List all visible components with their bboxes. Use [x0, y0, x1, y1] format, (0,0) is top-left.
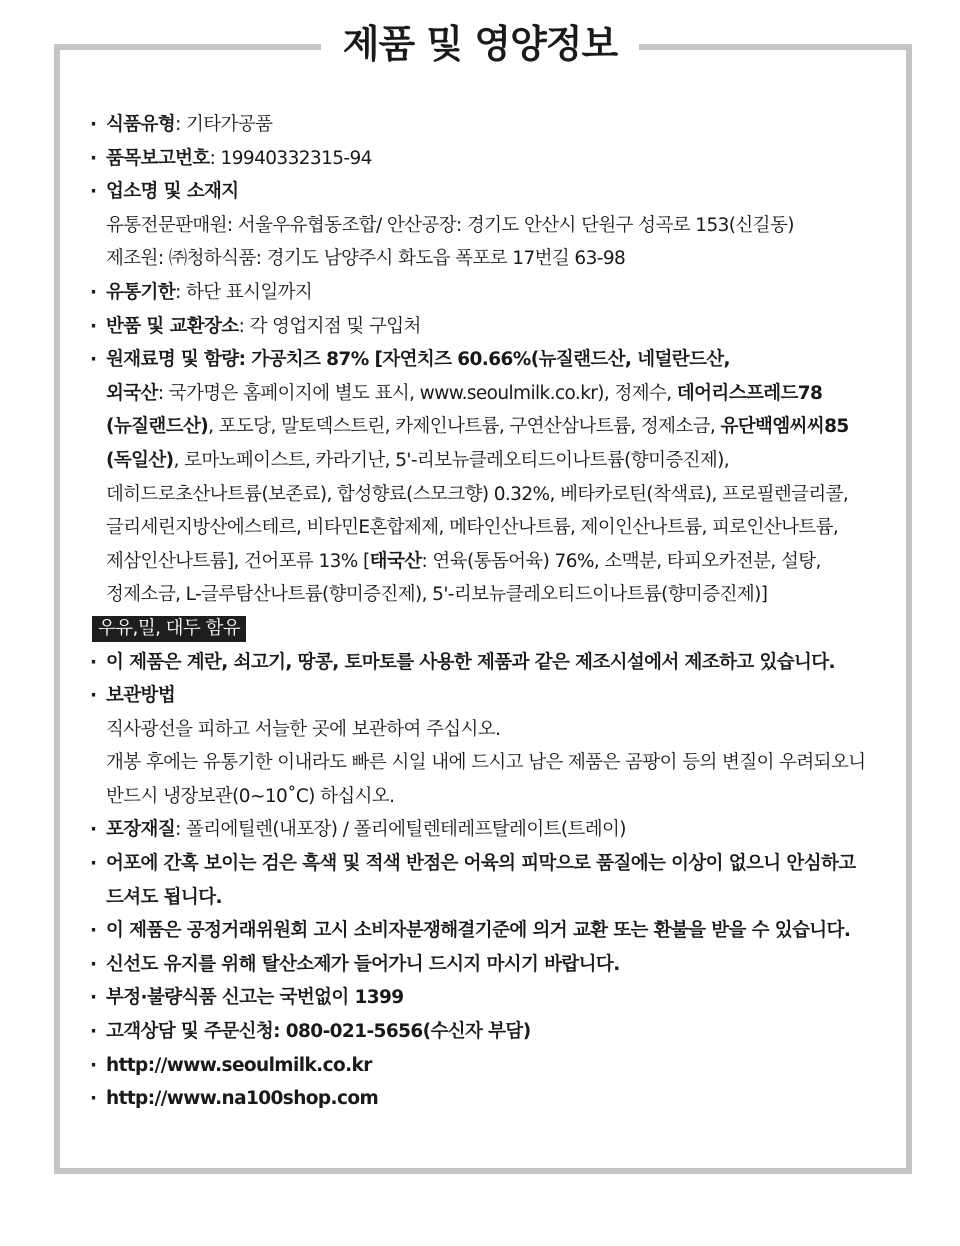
storage-label: 보관방법	[106, 685, 176, 707]
url-link-na100shop[interactable]: http://www.na100shop.com	[106, 1088, 379, 1110]
page-title: 제품 및 영양정보	[321, 18, 639, 70]
expiry-value: : 하단 표시일까지	[175, 281, 313, 303]
bullet: ·	[90, 953, 97, 975]
bullet: ·	[90, 651, 97, 673]
report-no-label: 품목보고번호	[106, 147, 210, 169]
origin-germany: (독일산)	[106, 449, 174, 471]
bullet: ·	[90, 281, 97, 303]
storage-line-1: 직사광선을 피하고 서늘한 곳에 보관하여 주십시오.	[106, 718, 501, 740]
report-no-row	[90, 142, 890, 176]
return-place-value: : 각 영업지점 및 구입처	[238, 315, 421, 337]
customer-center: 고객상담 및 주문신청: 080-021-5656(수신자 부담)	[106, 1021, 531, 1043]
ingredients-line-6: 글리세린지방산에스테르, 비타민E혼합제제, 메타인산나트륨, 제이인산나트륨, 피로인산나트륨,	[106, 517, 839, 539]
packaging-row	[90, 813, 890, 847]
info-list	[90, 108, 890, 1116]
manufacturer-text: 제조원: ㈜청하식품: 경기도 남양주시 화도읍 폭포로 17번길 63-98	[106, 248, 626, 270]
ingredients-row	[90, 343, 890, 377]
ingredients-line-5: 데히드로초산나트륨(보존료), 합성향료(스모크향) 0.32%, 베타카로틴(착색료), 프로필렌글리콜,	[106, 483, 849, 505]
bullet: ·	[90, 1021, 97, 1043]
food-type-row	[90, 108, 890, 142]
ingredients-line-2	[90, 377, 890, 411]
refund-notice: 이 제품은 공정거래위원회 고시 소비자분쟁해결기준에 의거 교환 또는 환불을 받을 수 있습니다.	[106, 920, 851, 942]
report-no-value: : 19940332315-94	[209, 147, 372, 169]
bullet: ·	[90, 1054, 97, 1076]
storage-line-3: 반드시 냉장보관(0~10˚C) 하십시오.	[106, 785, 395, 807]
storage-line-2: 개봉 후에는 유통기한 이내라도 빠른 시일 내에 드시고 남은 제품은 곰팡이 등의 변질이 우려되오니	[106, 752, 866, 774]
food-type-value: : 기타가공품	[175, 114, 273, 135]
dairy-spread: 데어리스프레드78	[676, 382, 823, 404]
return-place-label: 반품 및 교환장소	[106, 315, 239, 337]
bullet: ·	[90, 147, 97, 169]
url-1-row	[90, 1049, 890, 1083]
packaging-value: : 폴리에틸렌(내포장) / 폴리에틸렌테레프탈레이트(트레이)	[175, 819, 626, 841]
url-2-row	[90, 1082, 890, 1116]
ingredients-line-7-b: : 연육(통돔어육) 76%, 소맥분, 타피오카전분, 설탕,	[421, 550, 821, 572]
distributor-text: 유통전문판매원: 서울우유협동조합/ 안산공장: 경기도 안산시 단원구 성곡로 153(신길동)	[106, 214, 794, 236]
ingredients-line-4-text: , 로마노페이스트, 카라기난, 5'-리보뉴클레오티드이나트륨(향미증진제),	[173, 449, 730, 471]
report-notice: 부정·불량식품 신고는 국번없이 1399	[106, 987, 404, 1009]
ingredients-line-3	[90, 410, 890, 444]
spots-notice-row	[90, 847, 890, 881]
bullet: ·	[90, 853, 97, 875]
allergen-badge: 우유,밀, 대두 함유	[92, 616, 246, 642]
ingredients-line-8: 정제소금, L-글루탐산나트륨(향미증진제), 5'-리보뉴클레오티드이나트륨(향미증진제)]	[106, 584, 768, 606]
facility-notice-row	[90, 646, 890, 680]
bullet: ·	[90, 349, 97, 371]
bullet: ·	[90, 181, 97, 203]
title-bar	[0, 18, 960, 70]
origin-nz: (뉴질랜드산)	[106, 416, 209, 438]
milk-protein: 유단백엠씨씨85	[720, 416, 849, 438]
bullet: ·	[90, 819, 97, 841]
ingredients-line-2-text: : 국가명은 홈페이지에 별도 표시, www.seoulmilk.co.kr), 정제수,	[157, 382, 677, 404]
spots-notice-line-2-row	[90, 881, 890, 915]
food-type-label: 식품유형	[106, 114, 176, 135]
facility-notice: 이 제품은 계란, 쇠고기, 땅콩, 토마토를 사용한 제품과 같은 제조시설에서 제조하고 있습니다.	[106, 651, 835, 673]
origin-foreign: 외국산	[106, 382, 158, 404]
ingredients-line-7-a: 제삼인산나트륨], 건어포류 13% [	[106, 550, 370, 572]
bullet: ·	[90, 987, 97, 1009]
customer-center-row	[90, 1015, 890, 1049]
ingredients-line-7	[90, 545, 890, 579]
maker-label: 업소명 및 소재지	[106, 181, 239, 203]
bullet: ·	[90, 920, 97, 942]
oxygen-notice-row	[90, 948, 890, 982]
storage-row	[90, 679, 890, 713]
ingredients-line-4	[90, 444, 890, 478]
expiry-row	[90, 276, 890, 310]
return-place-row	[90, 310, 890, 344]
bullet: ·	[90, 685, 97, 707]
maker-row	[90, 175, 890, 209]
allergen-row	[90, 612, 890, 646]
oxygen-notice: 신선도 유지를 위해 탈산소제가 들어가니 드시지 마시기 바랍니다.	[106, 953, 620, 975]
spots-notice-line-2: 드셔도 됩니다.	[106, 886, 222, 908]
origin-thailand: 태국산	[369, 550, 422, 572]
ingredients-line-1: : 가공치즈 87% [자연치즈 60.66%(뉴질랜드산, 네덜란드산,	[238, 349, 730, 371]
bullet: ·	[90, 315, 97, 337]
spots-notice-line-1: 어포에 간혹 보이는 검은 흑색 및 적색 반점은 어육의 피막으로 품질에는 이상이 없으니 안심하고	[106, 853, 856, 875]
report-notice-row	[90, 981, 890, 1015]
ingredients-line-3-text: , 포도당, 말토덱스트린, 카제인나트륨, 구연산삼나트륨, 정제소금,	[208, 416, 721, 438]
url-link-seoulmilk[interactable]: http://www.seoulmilk.co.kr	[106, 1054, 372, 1076]
bullet: ·	[90, 114, 97, 135]
packaging-label: 포장재질	[106, 819, 176, 841]
bullet: ·	[90, 1088, 97, 1110]
expiry-label: 유통기한	[106, 281, 176, 303]
ingredients-label: 원재료명 및 함량	[106, 349, 239, 371]
refund-notice-row	[90, 914, 890, 948]
